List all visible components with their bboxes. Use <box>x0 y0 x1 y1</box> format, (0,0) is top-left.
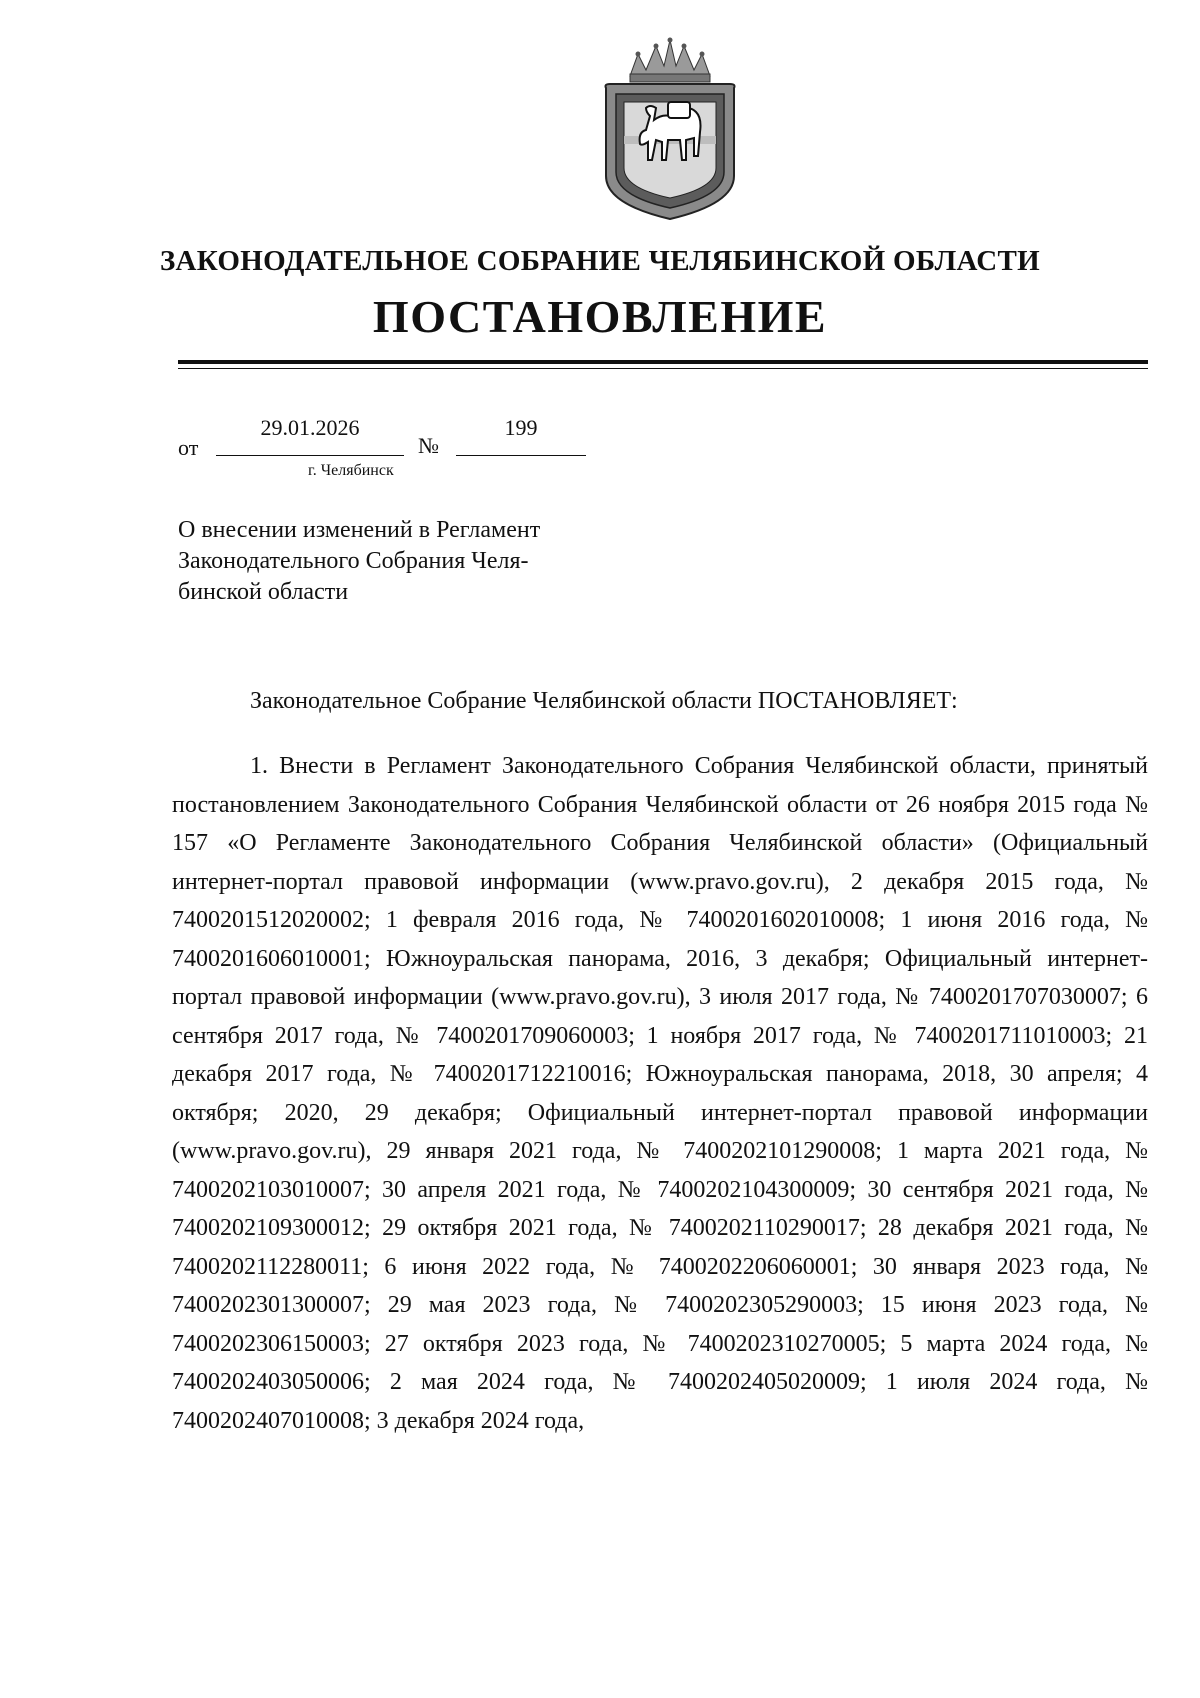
number-underline <box>456 455 586 456</box>
organization-title: ЗАКОНОДАТЕЛЬНОЕ СОБРАНИЕ ЧЕЛЯБИНСКОЙ ОБЛАСТИ <box>159 245 1041 277</box>
document-date: 29.01.2026 <box>260 415 360 440</box>
header-divider-thick <box>178 360 1148 364</box>
document-number: 199 <box>504 415 538 440</box>
date-prefix-label: от <box>178 435 199 460</box>
registration-line <box>178 415 678 465</box>
header-divider-thin <box>178 368 1148 369</box>
number-sign-label: № <box>418 433 439 458</box>
preamble-text: Законодательное Собрание Челябинской области ПОСТАНОВЛЯЕТ: <box>250 688 958 714</box>
document-type-heading: ПОСТАНОВЛЕНИЕ <box>372 291 828 342</box>
body-paragraph: 1. Внести в Регламент Законодательного Собрания Челябинской области, принятый постановлением Законодательного Собрания Челябинской области от 26 ноября 2015 года № 157 «О Регламенте Законодательного Собрания Челябинской области» (Официальный интернет-портал правовой информации (www.pravo.gov.ru), 2 декабря 2015 года, № 7400201512020002; 1 февраля 2016 года, № 7400201602010008; 1 июня 2016 года, № 7400201606010001; Южноуральская панорама, 2016, 3 декабря; Официальный интернет-портал правовой информации (www.pravo.gov.ru), 3 июля 2017 года, № 7400201707030007; 6 сентября 2017 года, № 7400201709060003; 1 ноября 2017 года, № 7400201711010003; 21 декабря 2017 года, № 7400201712210016; Южноуральская панорама, 2018, 30 апреля; 4 октября; 2020, 29 декабря; Официальный интернет-портал правовой информации (www.pravo.gov.ru), 29 января 2021 года, № 7400202101290008; 1 марта 2021 года, № 7400202103010007; 30 апреля 2021 года, № 7400202104300009; 30 сентября 2021 года, № 7400202109300012; 29 октября 2021 года, № 7400202110290017; 28 декабря 2021 года, № 7400202112280011; 6 июня 2022 года, № 7400202206060001; 30 января 2023 года, № 7400202301300007; 29 мая 2023 года, № 7400202305290003; 15 июня 2023 года, № 7400202306150003; 27 октября 2023 года, № 7400202310270005; 5 марта 2024 года, № 7400202403050006; 2 мая 2024 года, № 7400202405020009; 1 июля 2024 года, № 7400202407010008; 3 декабря 2024 года, <box>172 753 1148 1434</box>
date-underline <box>216 455 404 456</box>
document-subject: О внесении изменений в Регламент Законодательного Собрания Челябинской области <box>178 517 541 605</box>
chelyabinsk-oblast-coat-of-arms-icon <box>590 36 750 221</box>
city-label: г. Челябинск <box>308 462 394 479</box>
